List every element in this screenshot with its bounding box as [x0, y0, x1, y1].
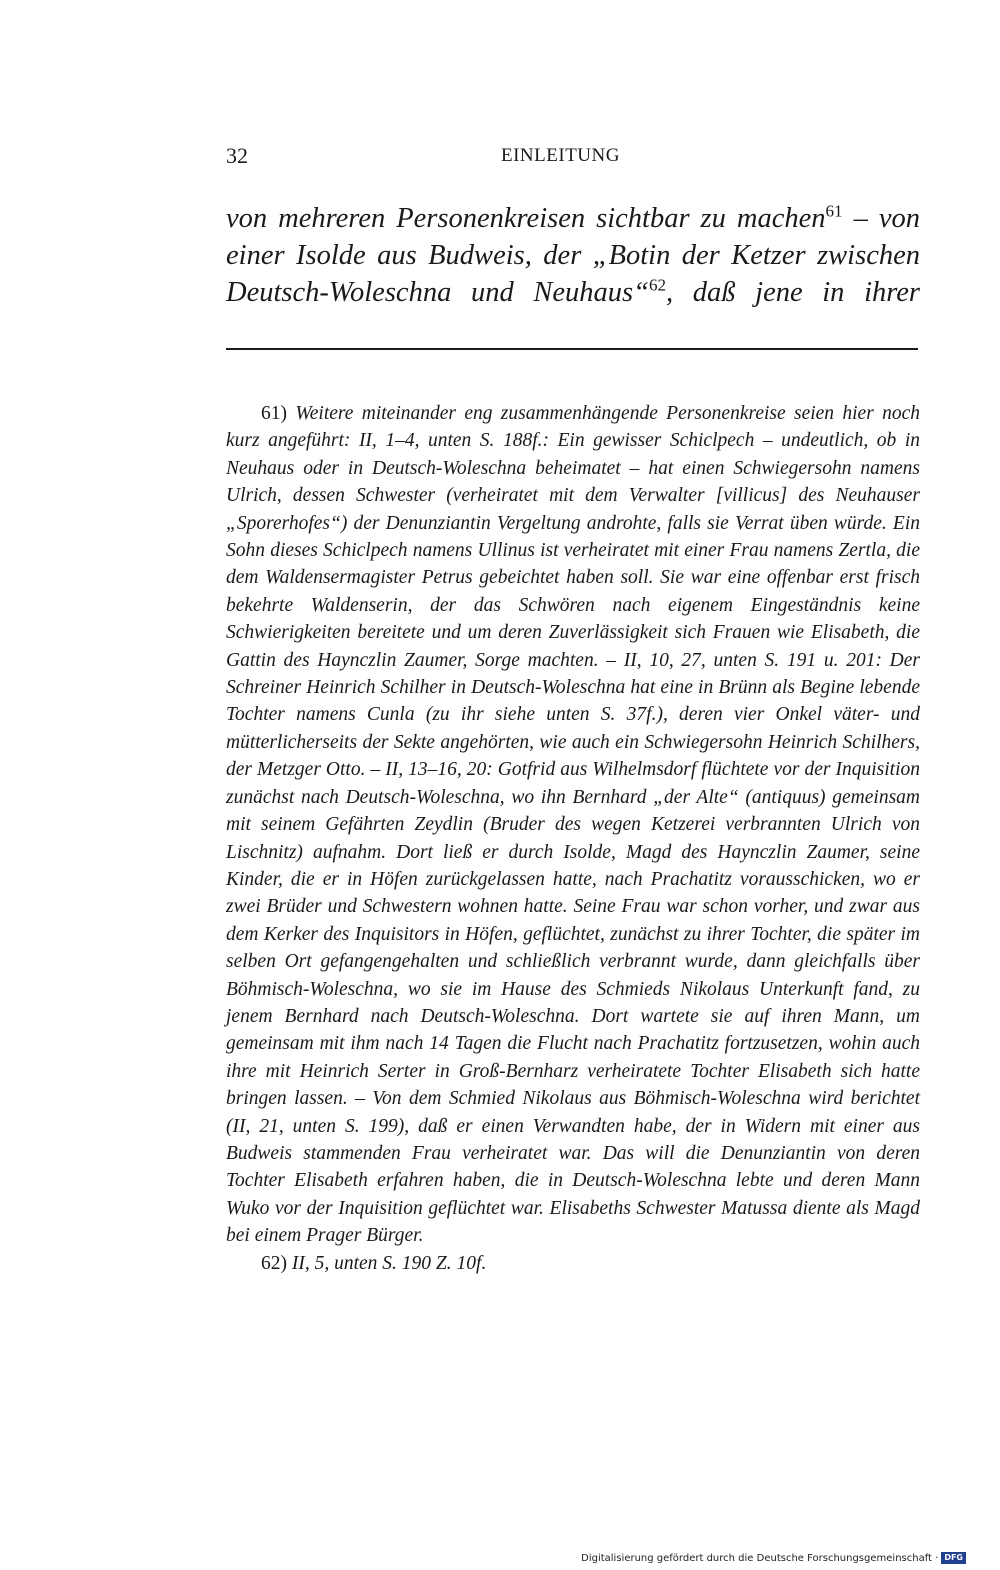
footnote-marker: 62) — [261, 1252, 287, 1274]
main-text-segment: – von — [842, 203, 920, 234]
footnote-reference[interactable]: 62 — [648, 275, 667, 295]
page-number: 32 — [226, 143, 248, 168]
dfg-logo: DFG — [941, 1552, 966, 1564]
main-text-segment: Deutsch-Woleschna und Neuhaus“ — [226, 277, 649, 308]
footnote-separator — [226, 348, 918, 350]
main-text-segment: , daß jene in ihrer — [666, 277, 921, 308]
credit-text: Digitalisierung gefördert durch die Deutsche Forschungsgemeinschaft · — [581, 1553, 939, 1564]
main-text-segment: einer Isolde aus Budweis, der „Botin der Ketzer zwischen — [226, 240, 920, 271]
main-text — [226, 200, 920, 311]
footnote-text: II, 5, unten S. 190 Z. 10f. — [291, 1252, 487, 1274]
main-text-line — [226, 200, 920, 237]
running-title: EINLEITUNG — [501, 145, 620, 166]
footnotes — [226, 400, 920, 1277]
footnote-62 — [226, 1250, 920, 1277]
footnote-reference[interactable]: 61 — [825, 201, 843, 221]
digitization-credit — [581, 1552, 966, 1566]
main-text-segment: von mehreren Personenkreisen sichtbar zu machen — [226, 203, 826, 234]
footnote-61 — [226, 400, 920, 1250]
main-text-line — [226, 274, 920, 311]
footnote-text: Weitere miteinander eng zusammenhängende Personenkreise seien hier noch kurz angeführt: II, 1–4, unten S. 188f.: Ein gewisser Schiclpech – undeutlich, ob in Neuhaus oder in Deutsch-Woleschna beheimatet – hat einen Schwiegersohn namens Ulrich, dessen Schwester (verheiratet mit dem Verwalter [villicus] des Neuhauser „Sporerhofes“) der Denunziantin Vergeltung androhte, falls sie Verrat üben würde. Ein Sohn dieses Schiclpech namens Ullinus ist verheiratet mit einer Frau namens Zertla, die dem Waldensermagister Petrus gebeichtet haben soll. Sie war eine offenbar erst frisch bekehrte Waldenserin, der das Schwören nach eigenem Eingeständnis keine Schwierigkeiten bereitete und um deren Zuverlässigkeit sich Frauen wie Elisabeth, die Gattin des Haynczlin Zaumer, Sorge machten. – II, 10, 27, unten S. 191 u. 201: Der Schreiner Heinrich Schilher in Deutsch-Woleschna hat eine in Brünn als Begine lebende Tochter namens Cunla (zu ihr siehe unten S. 37f.), deren vier Onkel väter- und mütterlicherseits der Sekte angehörten, wie auch ein Schwiegersohn Heinrich Schilhers, der Metzger Otto. – II, 13–16, 20: Gotfrid aus Wilhelmsdorf flüchtete vor der Inquisition zunächst nach Deutsch-Woleschna, wo ihn Bernhard „der Alte“ (antiquus) gemeinsam mit seinem Gefährten Zeydlin (Bruder des wegen Ketzerei verbrannten Ulrich von Lischnitz) aufnahm. Dort ließ er durch Isolde, Magd des Haynczlin Zaumer, seine Kinder, die er in Höfen zurückgelassen hatte, nach Prachatitz vorausschicken, wo er zwei Brüder und Schwestern wohnen hatte. Seine Frau war schon vorher, und zwar aus dem Kerker des Inquisitors in Höfen, geflüchtet, zunächst zu ihrer Tochter, die später im selben Ort gefangengehalten und schließlich verbrannt wurde, dann gleichfalls über Böhmisch-Woleschna, wo sie im Hause des Schmieds Nikolaus Unterkunft fand, zu jenem Bernhard nach Deutsch-Woleschna. Dort wartete sie auf ihren Mann, um gemeinsam mit ihm nach 14 Tagen die Flucht nach Prachatitz fortzusetzen, wohin auch ihre mit Heinrich Serter in Groß-Bernharz verheiratete Tochter Elisabeth sich hatte bringen lassen. – Von dem Schmied Nikolaus aus Böhmisch-Woleschna wird berichtet (II, 21, unten S. 199), daß er einen Verwandten habe, der in Widern mit einer aus Budweis stammenden Frau verheiratet war. Das will die Denunziantin von deren Tochter Elisabeth erfahren haben, die in Deutsch-Woleschna lebte und deren Mann Wuko vor der Inquisition geflüchtet war. Elisabeths Schwester Matussa diente als Magd bei einem Prager Bürger. — [226, 403, 921, 1247]
main-text-line — [226, 237, 920, 274]
footnote-marker: 61) — [261, 403, 287, 424]
running-head — [226, 143, 918, 173]
